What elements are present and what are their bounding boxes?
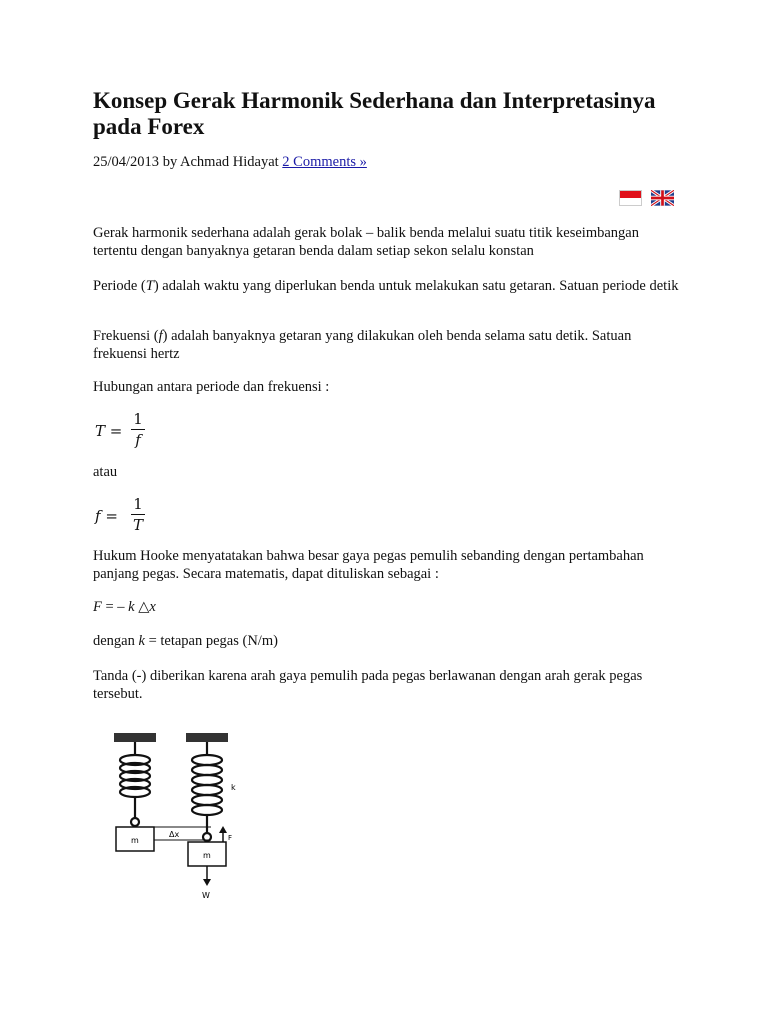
paragraph-konstanta: dengan k = tetapan pegas (N/m) <box>93 633 278 649</box>
paragraph-definition: Gerak harmonik sederhana adalah gerak bolak – balik benda melalui suatu titik keseimbangan tertentu dengan banyaknya getaran benda dalam setiap sekon selalu konstan <box>93 225 639 259</box>
paragraph-frekuensi: Frekuensi (f) adalah banyaknya getaran yang dilakukan oleh benda selama satu detik. Satuan frekuensi hertz <box>93 328 632 362</box>
mass-label-1: m <box>131 836 139 845</box>
post-by: by <box>162 154 178 170</box>
uk-flag-icon[interactable] <box>651 190 674 206</box>
force-label: F <box>228 834 233 842</box>
post-author: Achmad Hidayat <box>180 154 279 170</box>
spring-diagram <box>111 730 261 905</box>
equation-hooke: F = – k △x <box>93 599 156 615</box>
page-title: Konsep Gerak Harmonik Sederhana dan Interpretasinya pada Forex <box>93 88 656 139</box>
paragraph-tanda: Tanda (-) diberikan karena arah gaya pemulih pada pegas berlawanan dengan arah gerak pegas tersebut. <box>93 668 643 702</box>
indonesia-flag-icon[interactable] <box>619 190 642 206</box>
weight-label: W <box>202 891 210 900</box>
mass-label-2: m <box>203 851 211 860</box>
post-date: 25/04/2013 <box>93 154 160 170</box>
spring-constant-label: k <box>231 783 236 792</box>
delta-x-label: Δx <box>169 830 180 839</box>
paragraph-periode: Periode (T) adalah waktu yang diperlukan benda untuk melakukan satu getaran. Satuan periode detik <box>93 278 679 294</box>
post-meta <box>93 153 367 171</box>
comments-link[interactable]: 2 Comments » <box>282 154 367 170</box>
paragraph-hooke: Hukum Hooke menyatatakan bahwa besar gaya pegas pemulih sebanding dengan pertambahan panjang pegas. Secara matematis, dapat dituliskan sebagai : <box>93 548 644 582</box>
text-atau: atau <box>93 464 118 480</box>
paragraph-relation: Hubungan antara periode dan frekuensi : <box>93 379 330 395</box>
